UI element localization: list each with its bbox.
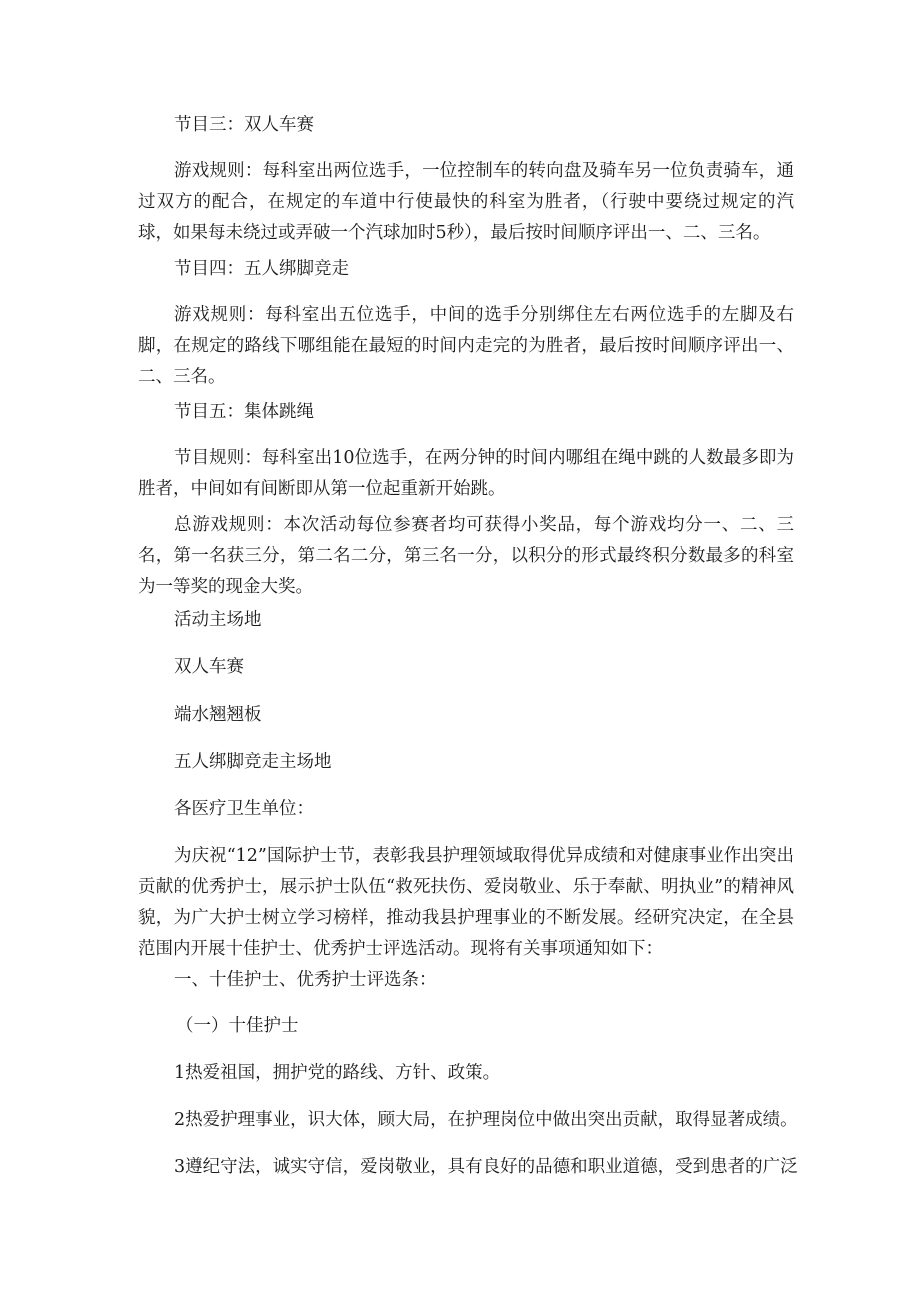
rules-paragraph-program-5: 节目规则：每科室出10位选手，在两分钟的时间内哪组在绳中跳的人数最多即为胜者，中间如有间断即从第一位起重新开始跳。 <box>138 448 794 499</box>
venue-five-person-walk: 五人绑脚竞走主场地 <box>174 752 332 772</box>
venue-bike-race: 双人车赛 <box>174 657 244 677</box>
rules-paragraph-program-4: 游戏规则：每科室出五位选手，中间的选手分别绑住左右两位选手的左脚及右脚，在规定的路线下哪组能在最短的时间内走完的为胜者，最后按时间顺序评出一、二、三名。 <box>138 305 794 387</box>
venue-main: 活动主场地 <box>174 610 262 630</box>
criteria-item-1: 1热爱祖国，拥护党的路线、方针、政策。 <box>174 1063 501 1083</box>
heading-program-4: 节目四：五人绑脚竞走 <box>174 259 349 279</box>
subsection-heading-top-ten: （一）十佳护士 <box>176 1016 299 1036</box>
general-rules-paragraph: 总游戏规则：本次活动每位参赛者均可获得小奖品，每个游戏均分一、二、三名，第一名获三分，第二名二分，第三名一分，以积分的形式最终积分数最多的科室为一等奖的现金大奖。 <box>138 515 794 597</box>
rules-paragraph-program-3: 游戏规则：每科室出两位选手，一位控制车的转向盘及骑车另一位负责骑车，通过双方的配合，在规定的车道中行使最快的科室为胜者，（行驶中要绕过规定的汽球，如果每未绕过或弄破一个汽球加时5秒），最后按时间顺序评出一、二、三名。 <box>138 161 794 243</box>
heading-program-3: 节目三：双人车赛 <box>174 115 314 135</box>
section-heading-criteria: 一、十佳护士、优秀护士评选条： <box>174 970 437 990</box>
criteria-item-2: 2热爱护理事业，识大体，顾大局，在护理岗位中做出突出贡献，取得显著成绩。 <box>174 1110 798 1130</box>
venue-seesaw: 端水翘翘板 <box>174 705 262 725</box>
notice-intro-paragraph: 为庆祝“12”国际护士节，表彰我县护理领域取得优异成绩和对健康事业作出突出贡献的优秀护士，展示护士队伍“救死扶伤、爱岗敬业、乐于奉献、明执业”的精神风貌，为广大护士树立学习榜样，推动我县护理事业的不断发展。经研究决定，在全县范围内开展十佳护士、优秀护士评选活动。现将有关事项通知如下： <box>138 846 794 959</box>
criteria-item-3: 3遵纪守法，诚实守信，爱岗敬业，具有良好的品德和职业道德，受到患者的广泛 <box>174 1157 798 1177</box>
notice-salutation: 各医疗卫生单位： <box>174 799 314 819</box>
heading-program-5: 节目五：集体跳绳 <box>174 402 314 422</box>
